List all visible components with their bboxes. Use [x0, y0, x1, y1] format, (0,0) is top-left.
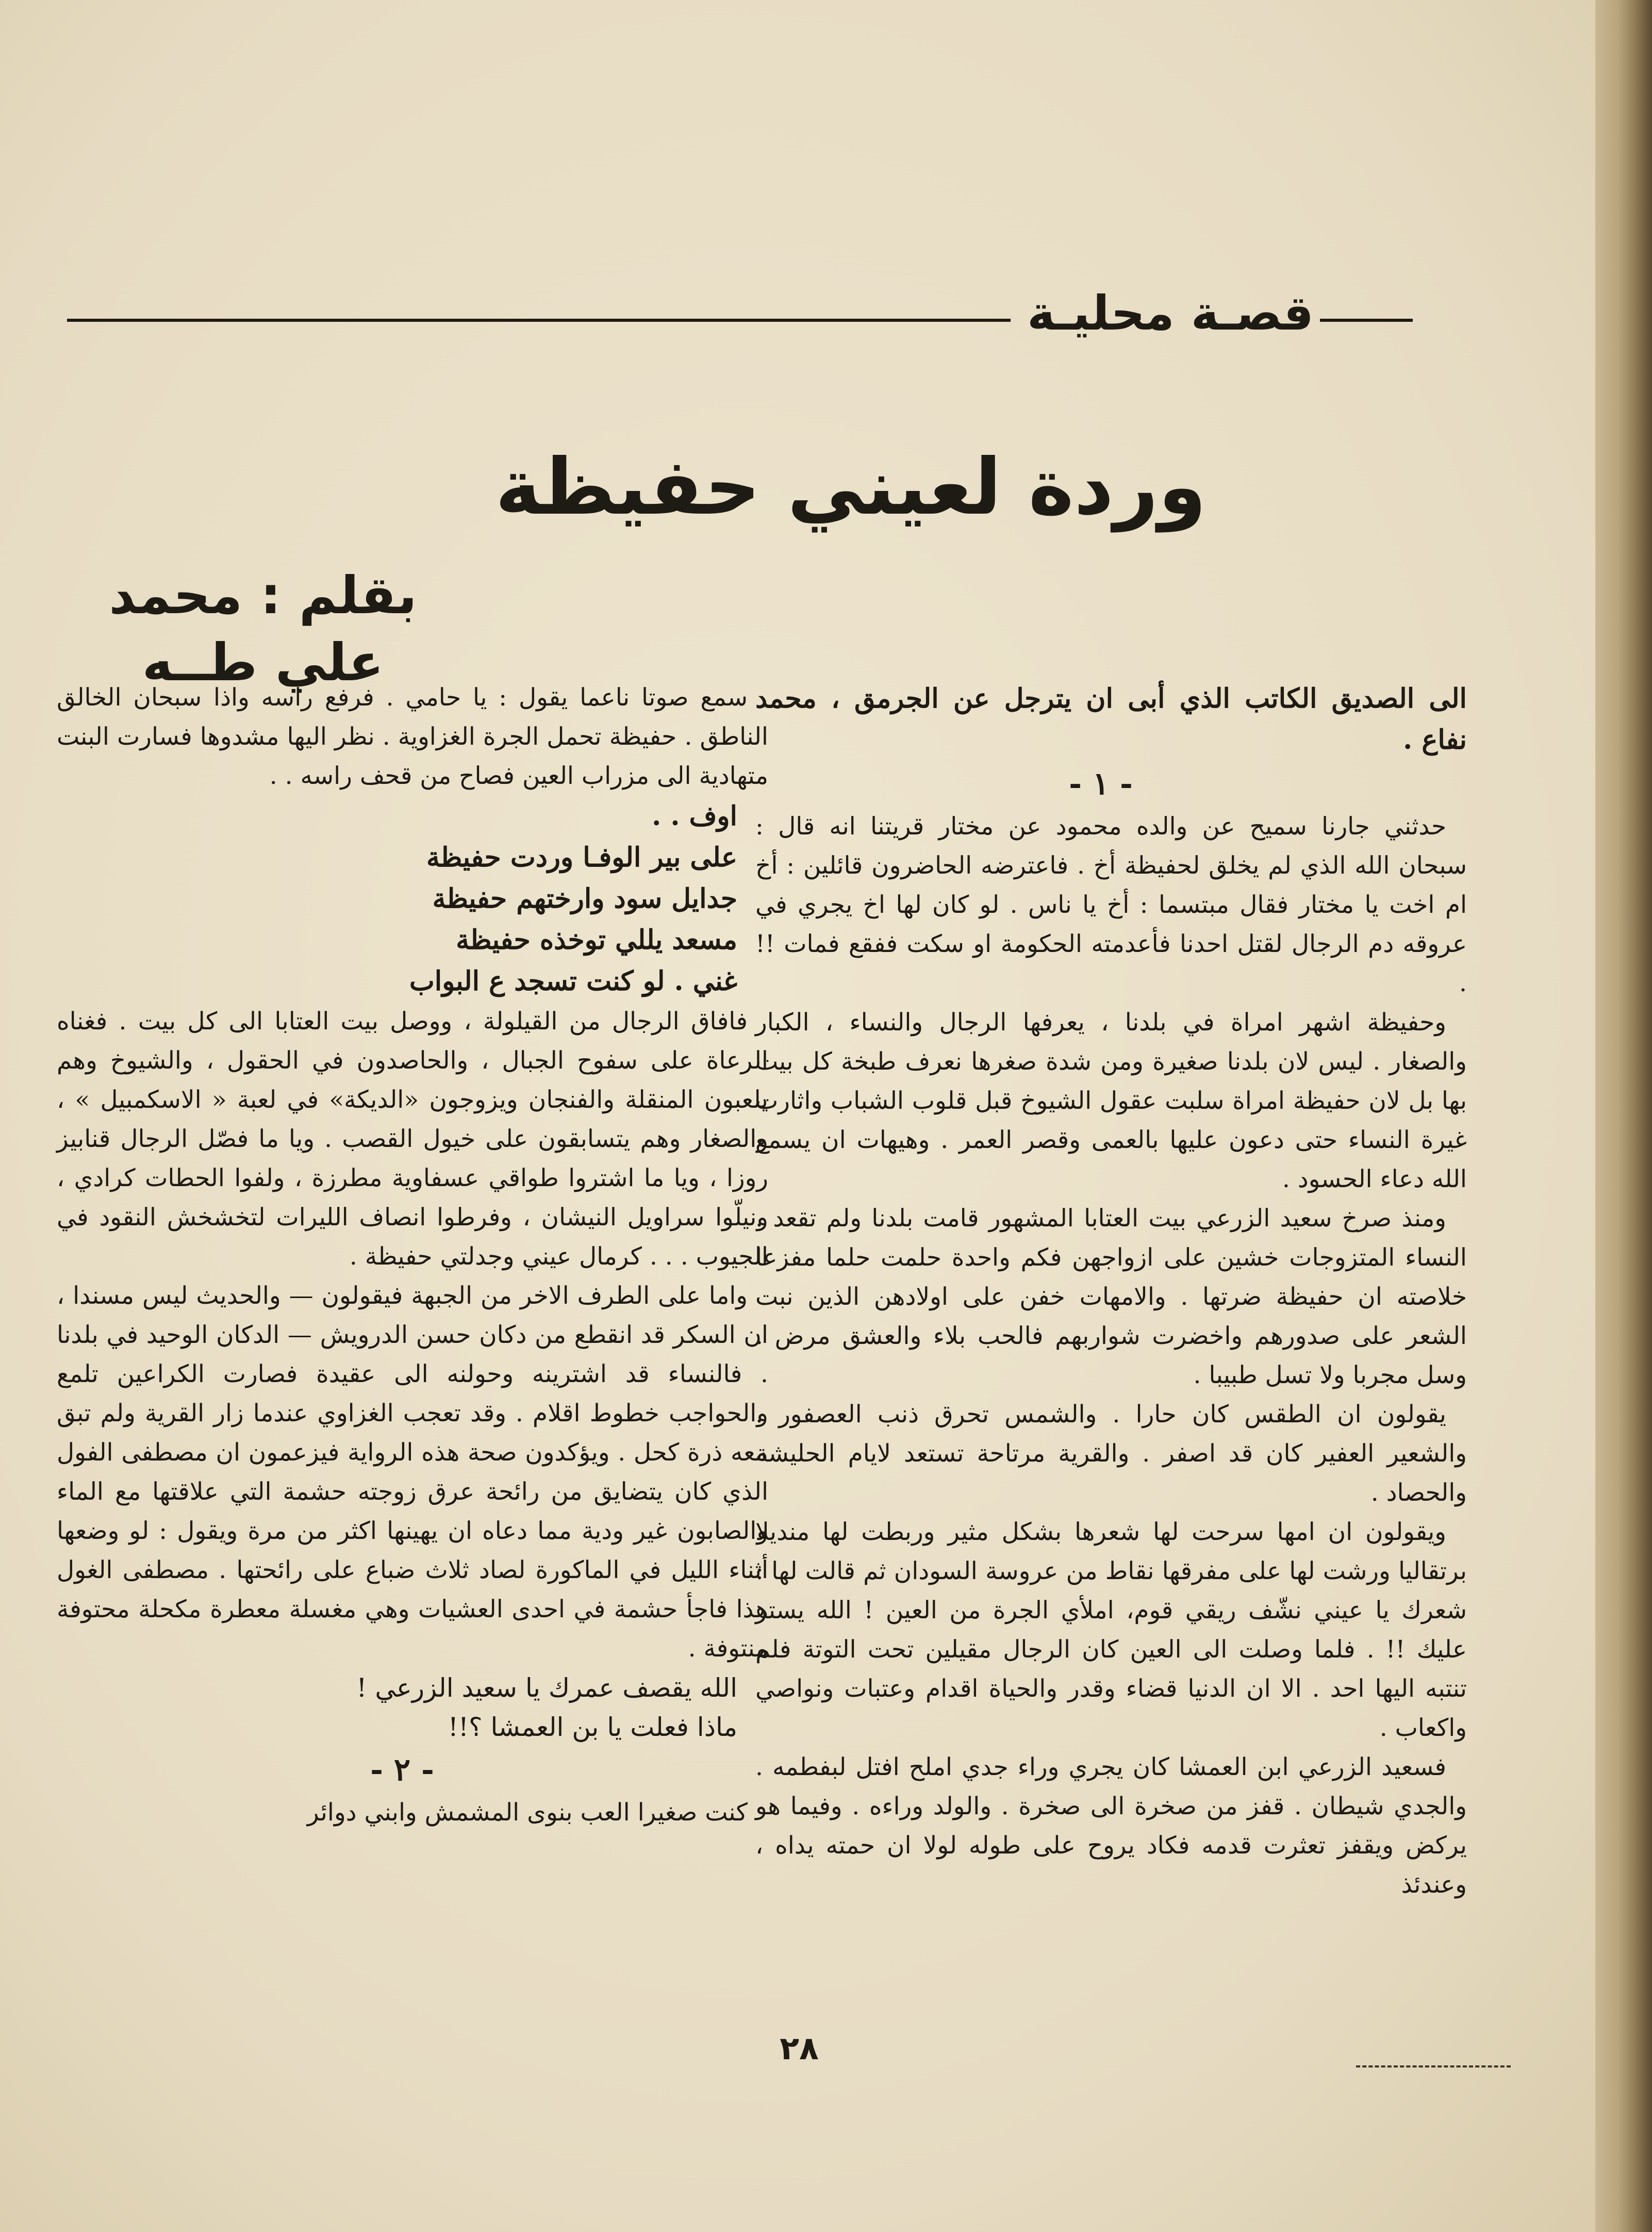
section-rule-right	[1320, 319, 1413, 322]
left-column	[57, 678, 768, 1832]
closing-line: ماذا فعلت يا بن العمشا ؟!!	[448, 1712, 737, 1742]
paragraph: سمع صوتا ناعما يقول : يا حامي . فرفع راسه واذا سبحان الخالق الناطق . حفيظة تحمل الجرة الغزاوية . نظر اليها مشدوها فسارت البنت متهادية الى مزراب العين فصاح من قحف راسه . .	[57, 683, 768, 790]
poem-line: جدايل سود وارختهم حفيظة	[432, 883, 737, 914]
paragraph: فافاق الرجال من القيلولة ، ووصل بيت العتابا الى كل بيت . فغناه الرعاة على سفوح الجبال ، والحاصدون في الحقول ، والشيوخ وهم يلعبون المنقلة والفنجان ويزوجون «الديكة» في لعبة « الاسكمبيل » ، والصغار وهم يتسابقون على خيول القصب . ويا ما فصّل الرجال قنابيز روزا ، ويا ما اشتروا طواقي عسفاوية مطرزة ، ولفوا الحطات كرادي ، ونيلّوا سراويل النيشان ، وفرطوا انصاف الليرات لتخشخش النقود في الجيوب . . . كرمال عيني وجدلتي حفيظة .	[57, 1007, 768, 1271]
author-byline: بقلم : محمد علي طــه	[109, 565, 417, 693]
paragraph: حدثني جارنا سميح عن والده محمود عن مختار قريتنا انه قال : سبحان الله الذي لم يخلق لحفيظة أخ . فاعترضه الحاضرون قائلين : أخ ام اخت يا مختار فقال مبتسما : أخ يا ناس . لو كان لها اخ يجري في عروقه دم الرجال لقتل احدنا فأعدمته الحكومة او سكت ففقع فمات !! .	[755, 812, 1467, 997]
right-column	[755, 678, 1467, 1905]
paragraph: ومنذ صرخ سعيد الزرعي بيت العتابا المشهور قامت بلدنا ولم تقعد . النساء المتزوجات خشين على ازواجهن فكم واحدة حلمت حلما مفزعا خلاصته ان حفيظة ضرتها . والامهات خفن على اولادهن الذين نبت الشعر على صدورهم واخضرت شواربهم فالحب بلاء والعشق مرض . وسل مجربا ولا تسل طبيبا .	[755, 1204, 1467, 1389]
folk-poem	[57, 796, 737, 1002]
poem-line: مسعد يللي توخذه حفيظة	[456, 924, 737, 956]
closing-line: الله يقصف عمرك يا سعيد الزرعي !	[356, 1673, 737, 1703]
story-title: وردة لعيني حفيظة	[495, 442, 1207, 532]
page-number: ٢٨	[780, 2029, 819, 2067]
paragraph: كنت صغيرا العب بنوى المشمش وابني دوائر	[307, 1798, 748, 1827]
footer-rule	[1356, 2065, 1511, 2067]
paragraph: واما على الطرف الاخر من الجبهة فيقولون — والحديث ليس مسندا ، ان السكر قد انقطع من دكان حسن الدرويش — الدكان الوحيد في بلدنا . فالنساء قد اشترينه وحولنه الى عقيدة فصارت الكراعين تلمع والحواجب خطوط اقلام . وقد تعجب الغزاوي عندما زار القرية ولم تبق معه ذرة كحل . ويؤكدون صحة هذه الرواية فيزعمون ان مصطفى الفول الذي كان يتضايق من رائحة عرق زوجته حشمة التي علاقتها مع الماء والصابون غير ودية مما دعاه ان يهينها اكثر من مرة ويقول : لو وضعها أثناء الليل في الماكورة لصاد ثلاث ضباع على رائحتها . مصطفى الغول هذا فاجأ حشمة في احدى العشيات وهي مغسلة معطرة مكحلة محتوفة منتوفة .	[57, 1282, 768, 1663]
poem-line: غني . لو كنت تسجد ع البواب	[409, 965, 737, 997]
section-number-1: - ١ -	[1069, 766, 1133, 802]
section-label: قصـة محليـة	[1027, 286, 1314, 341]
page-binding-edge	[1595, 0, 1652, 2232]
paragraph: وحفيظة اشهر امراة في بلدنا ، يعرفها الرجال والنساء ، الكبار والصغار . ليس لان بلدنا صغيرة ومن شدة صغرها نعرف طبخة كل بيت بها بل لان حفيظة امراة سلبت عقول الشيوخ قبل قلوب الشباب واثارت غيرة النساء حتى دعون عليها بالعمى وقصر العمر . وهيهات ان يسمع الله دعاء الحسود .	[755, 1008, 1467, 1193]
poem-line: اوف . .	[652, 800, 737, 832]
section-number-2: - ٢ -	[370, 1752, 434, 1788]
paragraph: ويقولون ان امها سرحت لها شعرها بشكل مثير وربطت لها منديلا برتقاليا ورشت لها على مفرقها نقاط من عروسة السودان ثم قالت لها : شعرك يا عيني نشّف ريقي قوم، املأي الجرة من العين ! الله يستر عليك !! . فلما وصلت الى العين كان الرجال مقيلين تحت التوتة فلم تنتبه اليها احد . الا ان الدنيا قضاء وقدر والحياة اقدام وعتبات ونواصي واكعاب .	[755, 1518, 1467, 1742]
paragraph: فسعيد الزرعي ابن العمشا كان يجري وراء جدي املح افتل لبفطمه . والجدي شيطان . قفز من صخرة الى صخرة . والولد وراءه . وفيما هو يركض ويقفز تعثرت قدمه فكاد يروح على طوله لولا ان حمته يداه ، وعندئذ	[755, 1753, 1467, 1899]
paragraph: يقولون ان الطقس كان حارا . والشمس تحرق ذنب العصفور . والشعير العفير كان قد اصفر . والقرية مرتاحة تستعد لايام الحليشة والحصاد .	[755, 1400, 1467, 1507]
poem-line: على بير الوفـا وردت حفيظة	[426, 842, 737, 873]
section-rule-left	[67, 319, 1011, 322]
closing-lines	[57, 1668, 737, 1747]
dedication: الى الصديق الكاتب الذي أبى ان يترجل عن الجرمق ، محمد نفاع .	[755, 683, 1467, 756]
